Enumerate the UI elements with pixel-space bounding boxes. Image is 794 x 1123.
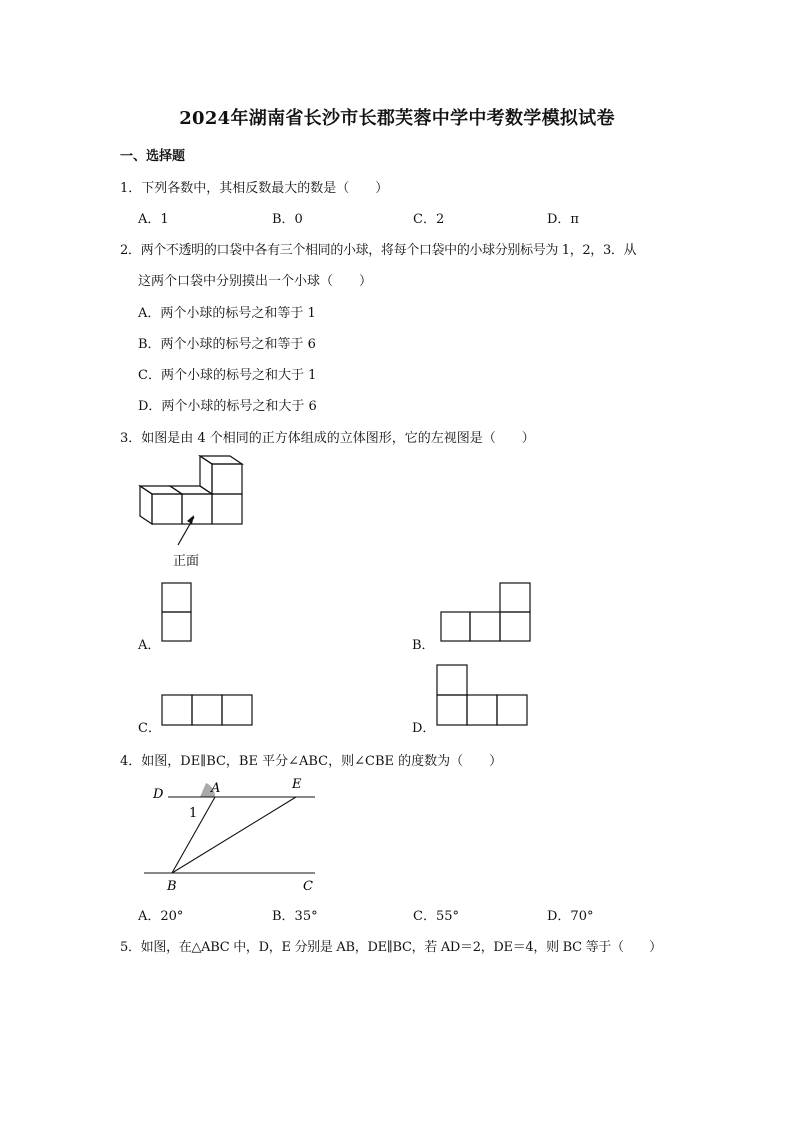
parallel-lines-figure [140,775,325,895]
question-3-stem: 3．如图是由 4 个相同的正方体组成的立体图形，它的左视图是（ ） [120,431,535,446]
point-c-label: C [303,879,313,894]
question-4-option-b: B．35° [272,909,318,924]
question-2-option-d: D．两个小球的标号之和大于 6 [138,399,317,414]
question-2-option-b: B．两个小球的标号之和等于 6 [138,337,316,352]
section-heading: 一、选择题 [120,149,186,164]
question-3-option-c-figure [161,694,254,727]
question-1-option-c: C．2 [413,212,445,227]
page-title: 2024年湖南省长沙市长郡芙蓉中学中考数学模拟试卷 [179,108,615,129]
point-b-label: B [167,879,177,894]
question-4-stem: 4．如图，DE∥BC，BE 平分∠ABC，则∠CBE 的度数为（ ） [120,754,503,769]
question-2-option-c: C．两个小球的标号之和大于 1 [138,368,317,383]
angle-1-label: 1 [189,806,198,821]
question-3-option-a-figure [161,582,193,644]
question-3-option-d-label: D． [412,721,436,736]
front-view-label: 正面 [173,554,200,569]
question-1-option-d: D．π [547,212,579,227]
question-1-option-a: A．1 [138,212,169,227]
question-3-option-d-figure [436,664,529,727]
point-e-label: E [292,777,302,792]
question-4-option-d: D．70° [547,909,594,924]
question-3-option-c-label: C． [138,721,161,736]
question-3-option-b-label: B． [412,638,435,653]
point-d-label: D [153,787,164,802]
question-3-option-b-figure [440,582,533,644]
point-a-label: A [211,781,221,796]
question-4-option-a: A．20° [138,909,184,924]
question-1-stem: 1．下列各数中，其相反数最大的数是（ ） [120,181,389,196]
question-5-stem: 5．如图，在△ABC 中，D，E 分别是 AB，DE∥BC，若 AD＝2，DE＝4，则 BC 等于（ ） [120,940,662,955]
question-2-option-a: A．两个小球的标号之和等于 1 [138,306,316,321]
question-4-option-c: C．55° [413,909,459,924]
question-2-stem-line-1: 2．两个不透明的口袋中各有三个相同的小球，将每个口袋中的小球分别标号为 1，2，3．从 [120,243,637,258]
question-3-option-a-label: A． [138,638,161,653]
question-2-stem-line-2: 这两个口袋中分别摸出一个小球（ ） [138,274,373,289]
question-1-option-b: B．0 [272,212,303,227]
